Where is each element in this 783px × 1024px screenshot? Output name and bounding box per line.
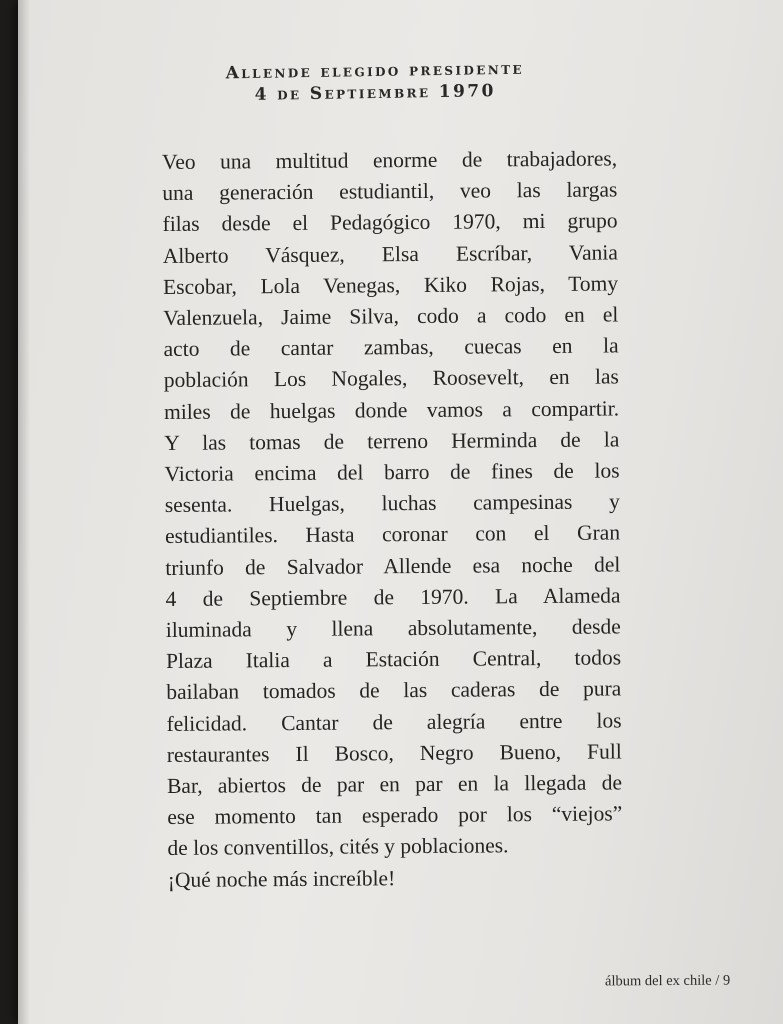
page-title	[130, 56, 621, 108]
text-line: Veo una multitud enorme de trabajadores,	[162, 146, 618, 174]
page-footer: álbum del ex chile / 9	[604, 972, 731, 990]
text-line: 4 de Septiembre de 1970. La Alameda	[165, 583, 621, 611]
text-line: Bar, abiertos de par en par en la llegada de	[166, 770, 623, 799]
text-line-final: ¡Qué noche más increíble!	[167, 865, 396, 892]
text-line: Valenzuela, Jaime Silva, codo a codo en el	[163, 302, 619, 331]
page-binding-shadow	[18, 0, 30, 1024]
text-line: una generación estudiantil, veo las largas	[162, 177, 618, 206]
text-line: iluminada y llena absolutamente, desde	[165, 614, 621, 643]
body-paragraph	[162, 143, 623, 895]
text-line: Y las tomas de terreno Herminda de la	[164, 427, 620, 455]
text-line: triunfo de Salvador Allende esa noche del	[165, 552, 621, 580]
text-line: población Los Nogales, Roosevelt, en las	[163, 364, 619, 393]
title-line-2: 4 de Septiembre 1970	[254, 81, 496, 105]
text-line: filas desde el Pedagógico 1970, mi grupo	[162, 208, 618, 237]
text-line: acto de cantar zambas, cuecas en la	[163, 333, 619, 362]
text-line: sesenta. Huelgas, luchas campesinas y	[164, 489, 620, 518]
text-line: estudiantiles. Hasta coronar con el Gran	[164, 520, 621, 549]
text-line: felicidad. Cantar de alegría entre los	[166, 708, 622, 736]
text-line: bailaban tomados de las caderas de pura	[166, 676, 622, 705]
text-line: restaurantes Il Bosco, Negro Bueno, Full	[166, 739, 622, 767]
text-line: Escobar, Lola Venegas, Kiko Rojas, Tomy	[163, 271, 619, 299]
text-line: Plaza Italia a Estación Central, todos	[165, 645, 622, 674]
text-line: Alberto Vásquez, Elsa Escríbar, Vania	[162, 240, 618, 268]
text-line: miles de huelgas donde vamos a compartir.	[163, 396, 620, 424]
text-line: Victoria encima del barro de fines de los	[164, 458, 620, 487]
text-line: ese momento tan esperado por los “viejos”	[167, 801, 623, 830]
text-line: de los conventillos, cités y poblaciones.	[167, 833, 509, 861]
title-line-1: Allende elegido presidente	[225, 58, 525, 84]
